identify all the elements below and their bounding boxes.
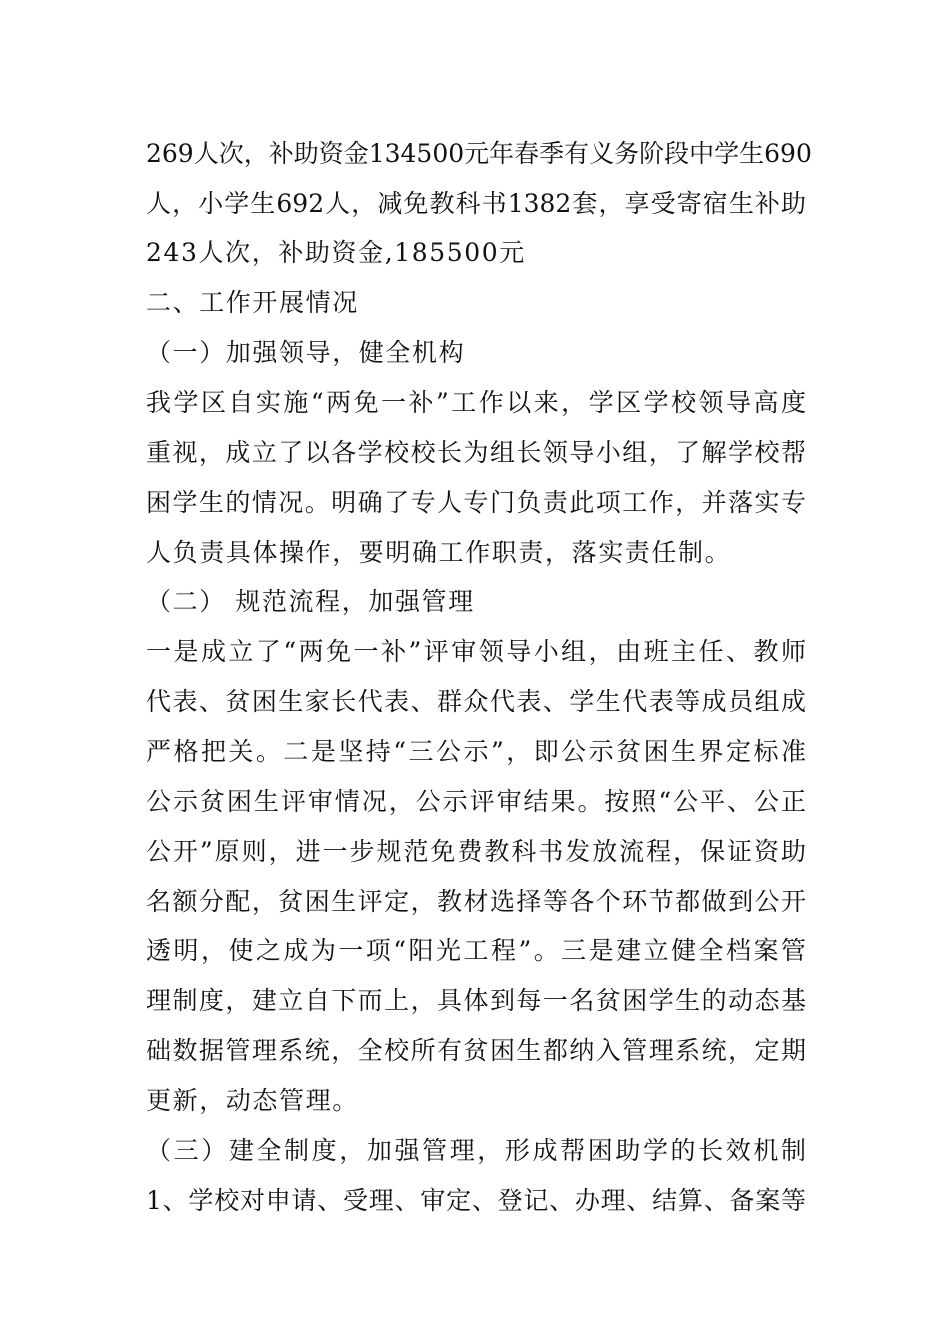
text-line: 严格把关。二是坚持“三公示”，即公示贫困生界定标准 xyxy=(146,737,806,766)
text-line: 人负责具体操作，要明确工作职责，落实责任制。 xyxy=(146,538,732,567)
section-heading: 二、工作开展情况 xyxy=(146,288,359,317)
subsection-heading: （一）加强领导，健全机构 xyxy=(146,338,466,367)
text-line: 公开”原则，进一步规范免费教科书发放流程，保证资助 xyxy=(146,837,806,866)
text-line: 理制度，建立自下而上，具体到每一名贫困学生的动态基 xyxy=(146,986,806,1015)
text-line: 更新，动态管理。 xyxy=(146,1086,359,1115)
text-line: 公示贫困生评审情况，公示评审结果。按照“公平、公正 xyxy=(146,787,806,816)
text-line: 重视，成立了以各学校校长为组长领导小组，了解学校帮 xyxy=(146,438,806,467)
text-line: 代表、贫困生家长代表、群众代表、学生代表等成员组成 xyxy=(146,687,806,716)
text-line: 我学区自实施“两免一补”工作以来，学区学校领导高度 xyxy=(146,388,806,417)
subsection-heading: （二） 规范流程，加强管理 xyxy=(146,587,475,616)
text-line: 础数据管理系统，全校所有贫困生都纳入管理系统，定期 xyxy=(146,1036,806,1065)
text-line: 困学生的情况。明确了专人专门负责此项工作，并落实专 xyxy=(146,488,806,517)
text-line: 透明，使之成为一项“阳光工程”。三是建立健全档案管 xyxy=(146,936,806,965)
subsection-heading: （三）建全制度，加强管理，形成帮困助学的长效机制 xyxy=(146,1136,806,1165)
text-line: 名额分配，贫困生评定，教材选择等各个环节都做到公开 xyxy=(146,887,806,916)
text-line: 1、学校对申请、受理、审定、登记、办理、结算、备案等 xyxy=(146,1186,806,1215)
text-line: 一是成立了“两免一补”评审领导小组，由班主任、教师 xyxy=(146,637,806,666)
text-line: 269人次，补助资金134500元年春季有义务阶段中学生690 xyxy=(146,139,812,168)
text-line: 人，小学生692人，减免教科书1382套，享受寄宿生补助 xyxy=(146,189,806,218)
text-line: 243人次，补助资金,185500元 xyxy=(146,238,526,267)
